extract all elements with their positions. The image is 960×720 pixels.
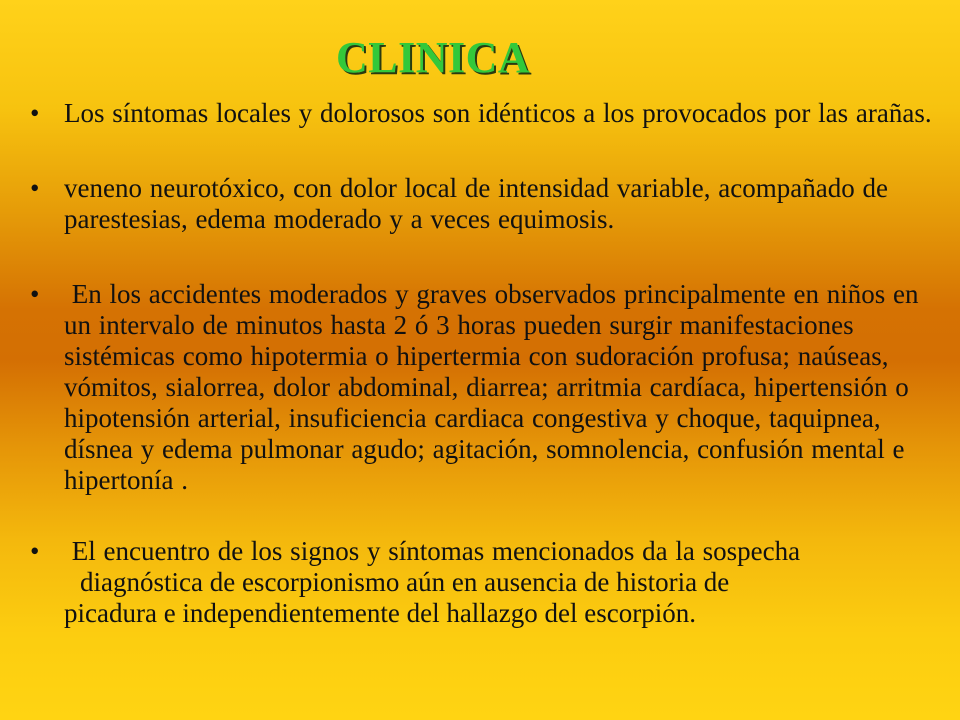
bullet-list [30, 98, 940, 629]
bullet-item [30, 536, 940, 567]
bullet-text: El encuentro de los signos y síntomas mencionados da la sospecha [64, 536, 801, 566]
continuation-line: picadura e independientemente del hallazgo del escorpión. [64, 598, 696, 628]
bullet-text: Los síntomas locales y dolorosos son idénticos a los provocados por las arañas. [64, 98, 932, 128]
bullet-continuation [30, 567, 940, 629]
bullet-text: En los accidentes moderados y graves observados principalmente en niños en un intervalo de minutos hasta 2 ó 3 horas pueden surgir manifestaciones sistémicas como hipotermia o hipertermia con sudoración profusa; naúseas, vómitos, sialorrea, dolor abdominal, diarrea; arritmia cardíaca, hipertensión o hipotensión arterial, insuficiencia cardiaca congestiva y choque, taquipnea, dísnea y edema pulmonar agudo; agitación, somnolencia, confusión mental e hipertonía . [64, 279, 927, 495]
continuation-line: diagnóstica de escorpionismo aún en ausencia de historia de [80, 567, 730, 597]
bullet-marker: • [30, 98, 40, 128]
bullet-marker: • [30, 536, 40, 566]
bullet-marker: • [30, 279, 40, 309]
bullet-marker: • [30, 173, 40, 203]
bullet-item [30, 173, 940, 235]
bullet-item [30, 98, 940, 129]
bullet-item [30, 279, 940, 496]
bullet-text: veneno neurotóxico, con dolor local de intensidad variable, acompañado de parestesias, edema moderado y a veces equimosis. [64, 173, 888, 234]
slide-title: CLINICA [336, 33, 531, 82]
